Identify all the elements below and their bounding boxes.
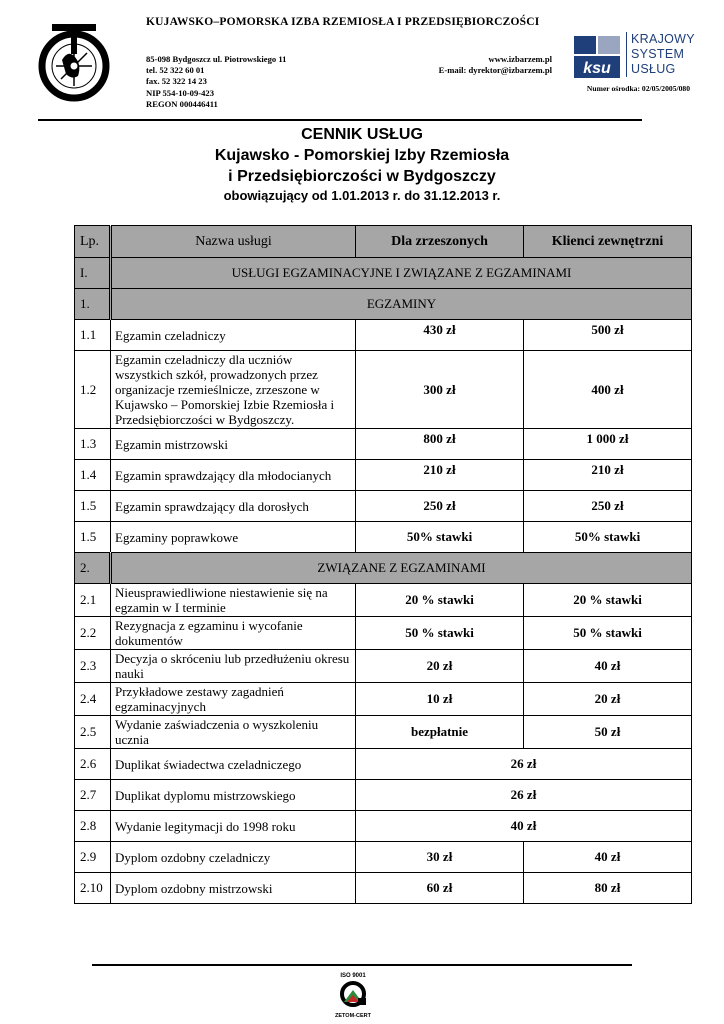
iso-label: ISO 9001: [340, 973, 366, 979]
row-number: 1.5: [75, 522, 111, 553]
section-1-num: 1.: [75, 289, 111, 320]
row-number: 2.6: [75, 749, 111, 780]
price-members: 20 % stawki: [356, 584, 524, 617]
price-members: 60 zł: [356, 873, 524, 904]
row-number: 2.5: [75, 716, 111, 749]
price-members: 800 zł: [356, 429, 524, 460]
regon: REGON 000446411: [146, 98, 218, 109]
price-members: 20 zł: [356, 650, 524, 683]
service-name: Wydanie zaświadczenia o wyszkoleniu ucznia: [111, 716, 356, 749]
col-external-header: Klienci zewnętrzni: [524, 226, 692, 258]
ksu-line-3: USŁUG: [631, 62, 676, 76]
table-row: [75, 650, 692, 683]
section-row-1: [75, 289, 692, 320]
service-name: Nieusprawiedliwione niestawienie się na egzamin w I terminie: [111, 584, 356, 617]
row-number: 2.8: [75, 811, 111, 842]
section-row-main: [75, 258, 692, 289]
ksu-line-2: SYSTEM: [631, 47, 685, 61]
service-name: Duplikat świadectwa czeladniczego: [111, 749, 356, 780]
header-divider: [38, 119, 642, 121]
section-main-num: I.: [75, 258, 111, 289]
table-row: [75, 811, 692, 842]
table-row: [75, 842, 692, 873]
service-name: Egzamin sprawdzający dla młodocianych: [111, 460, 356, 491]
service-name: Egzamin czeladniczy: [111, 320, 356, 351]
row-number: 2.9: [75, 842, 111, 873]
price-members: bezpłatnie: [356, 716, 524, 749]
price-members: 430 zł: [356, 320, 524, 351]
price-external: 20 zł: [524, 683, 692, 716]
price-external: 210 zł: [524, 460, 692, 491]
price-external: 80 zł: [524, 873, 692, 904]
zetom-cert-icon: [332, 980, 374, 1013]
service-name: Egzaminy poprawkowe: [111, 522, 356, 553]
ksu-mark: ksu: [583, 60, 611, 77]
validity-period: obowiązujący od 1.01.2013 r. do 31.12.2013 r.: [223, 188, 501, 203]
section-row-2: [75, 553, 692, 584]
price-members: 250 zł: [356, 491, 524, 522]
fax: fax. 52 322 14 23: [146, 76, 207, 87]
price-merged: 26 zł: [356, 780, 692, 811]
email[interactable]: E-mail: dyrektor@izbarzem.pl: [438, 65, 552, 76]
service-name: Duplikat dyplomu mistrzowskiego: [111, 780, 356, 811]
cert-label: ZETOM-CERT: [335, 1013, 371, 1019]
iso-certificate: [332, 972, 374, 1020]
price-external: 50% stawki: [524, 522, 692, 553]
table-row: [75, 617, 692, 650]
row-number: 2.7: [75, 780, 111, 811]
price-members: 10 zł: [356, 683, 524, 716]
section-2-title: ZWIĄZANE Z EGZAMINAMI: [111, 553, 692, 584]
price-external: 500 zł: [524, 320, 692, 351]
service-name: Egzamin czeladniczy dla uczniów wszystkich szkół, prowadzonych przez organizacje rzemieślnicze, zrzeszone w Kujawsko – Pomorskiej Izbie Rzemiosła i Przedsiębiorczości w Bydgoszczy.: [111, 351, 356, 429]
table-row: [75, 320, 692, 351]
table-row: [75, 522, 692, 553]
row-number: 1.4: [75, 460, 111, 491]
price-external: 1 000 zł: [524, 429, 692, 460]
contact-address-block: [146, 54, 286, 110]
row-number: 1.3: [75, 429, 111, 460]
price-table: [74, 225, 692, 904]
row-number: 2.10: [75, 873, 111, 904]
price-merged: 40 zł: [356, 811, 692, 842]
price-members: 50 % stawki: [356, 617, 524, 650]
price-external: 50 % stawki: [524, 617, 692, 650]
ksu-line-1: KRAJOWY: [631, 32, 695, 46]
price-members: 30 zł: [356, 842, 524, 873]
table-header-row: [75, 226, 692, 258]
service-name: Dyplom ozdobny czeladniczy: [111, 842, 356, 873]
table-row: [75, 460, 692, 491]
table-row: [75, 584, 692, 617]
document-title: [0, 124, 724, 205]
table-row: [75, 716, 692, 749]
website[interactable]: www.izbarzem.pl: [488, 54, 552, 64]
price-external: 50 zł: [524, 716, 692, 749]
phone: tel. 52 322 60 01: [146, 65, 205, 76]
price-external: 400 zł: [524, 351, 692, 429]
contact-web-block: [380, 54, 552, 76]
table-row: [75, 351, 692, 429]
row-number: 2.3: [75, 650, 111, 683]
service-name: Egzamin sprawdzający dla dorosłych: [111, 491, 356, 522]
col-lp-header: Lp.: [75, 226, 111, 258]
price-members: 300 zł: [356, 351, 524, 429]
footer-divider: [92, 964, 632, 966]
section-main-title: USŁUGI EGZAMINACYJNE I ZWIĄZANE Z EGZAMINAMI: [111, 258, 692, 289]
row-number: 1.1: [75, 320, 111, 351]
price-merged: 26 zł: [356, 749, 692, 780]
title-line-3: i Przedsiębiorczości w Bydgoszczy: [228, 168, 496, 185]
service-name: Wydanie legitymacji do 1998 roku: [111, 811, 356, 842]
title-line-1: CENNIK USŁUG: [301, 126, 423, 143]
price-members: 210 zł: [356, 460, 524, 491]
row-number: 2.2: [75, 617, 111, 650]
title-line-2: Kujawsko - Pomorskiej Izby Rzemiosła: [214, 147, 510, 164]
col-name-header: Nazwa usługi: [111, 226, 356, 258]
price-external: 40 zł: [524, 842, 692, 873]
price-external: 20 % stawki: [524, 584, 692, 617]
row-number: 2.1: [75, 584, 111, 617]
ksu-text: [626, 32, 695, 77]
row-number: 1.2: [75, 351, 111, 429]
service-name: Rezygnacja z egzaminu i wycofanie dokumentów: [111, 617, 356, 650]
col-members-header: Dla zrzeszonych: [356, 226, 524, 258]
price-members: 50% stawki: [356, 522, 524, 553]
table-row: [75, 749, 692, 780]
ksu-center-number: Numer ośrodka: 02/05/2005/080: [586, 84, 690, 93]
ksu-logo: [572, 30, 698, 84]
section-1-title: EGZAMINY: [111, 289, 692, 320]
ksu-emblem-icon: [572, 34, 622, 80]
row-number: 1.5: [75, 491, 111, 522]
craft-guild-logo: [38, 20, 110, 102]
price-external: 40 zł: [524, 650, 692, 683]
service-name: Przykładowe zestawy zagadnień egzaminacyjnych: [111, 683, 356, 716]
table-row: [75, 491, 692, 522]
organization-name: KUJAWSKO–POMORSKA IZBA RZEMIOSŁA I PRZEDSIĘBIORCZOŚCI: [146, 16, 540, 28]
table-row: [75, 780, 692, 811]
address: 85-098 Bydgoszcz ul. Piotrowskiego 11: [146, 54, 287, 64]
service-name: Decyzja o skróceniu lub przedłużeniu okresu nauki: [111, 650, 356, 683]
table-row: [75, 683, 692, 716]
service-name: Egzamin mistrzowski: [111, 429, 356, 460]
section-2-num: 2.: [75, 553, 111, 584]
table-row: [75, 429, 692, 460]
price-external: 250 zł: [524, 491, 692, 522]
row-number: 2.4: [75, 683, 111, 716]
service-name: Dyplom ozdobny mistrzowski: [111, 873, 356, 904]
nip: NIP 554-10-09-423: [146, 87, 215, 98]
table-row: [75, 873, 692, 904]
